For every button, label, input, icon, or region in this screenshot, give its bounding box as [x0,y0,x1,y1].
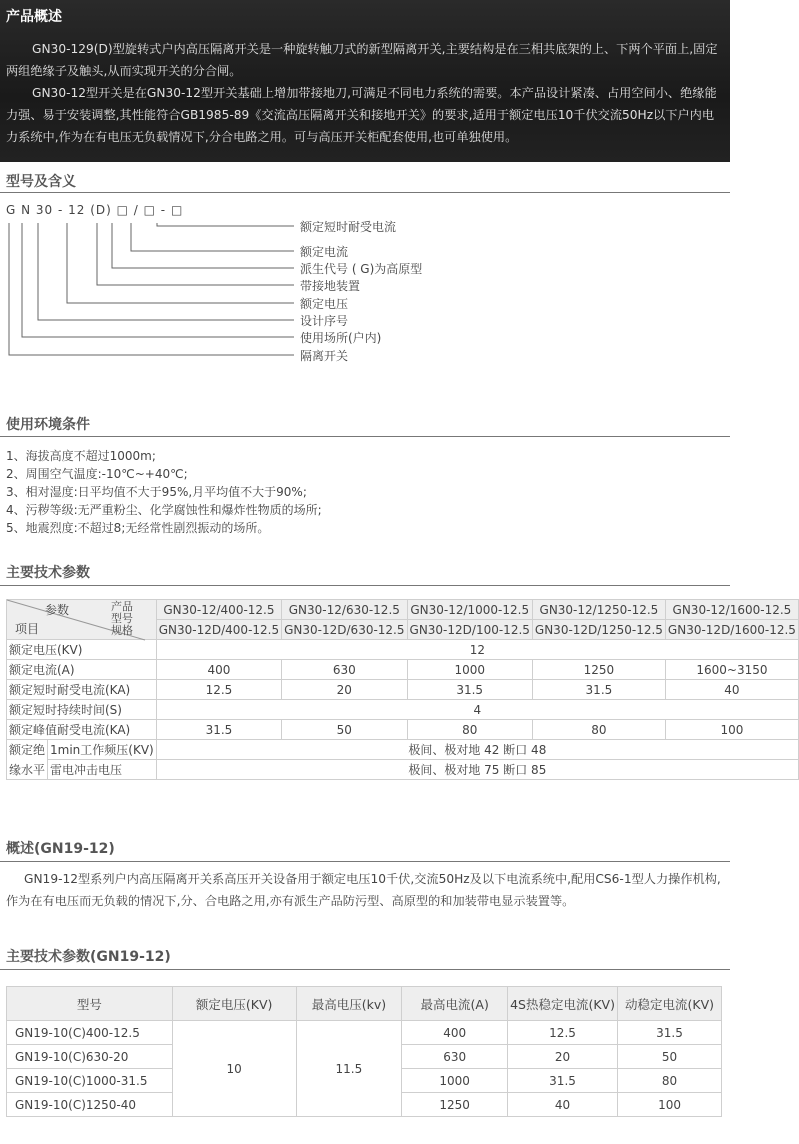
diagram-label: 额定短时耐受电流 [300,220,397,234]
column-header: 型号 [7,987,173,1021]
cell-value: 80 [618,1069,722,1093]
corner-right-label: 产品型号规格 [111,600,133,637]
cell-value: 50 [282,720,407,740]
model-header: GN30-12D/1250-12.5 [532,620,665,640]
divider [0,585,730,586]
intro-banner [0,0,730,162]
gn19-params-table [6,986,722,1117]
table-row [7,660,799,680]
diagram-label: 设计序号 [300,314,349,328]
column-header: 4S热稳定电流(KV) [508,987,618,1021]
model-header: GN30-12/1600-12.5 [665,600,798,620]
cell-value: 极间、极对地 75 断口 85 [156,760,798,780]
cell-value: 630 [282,660,407,680]
table-row [7,720,799,740]
env-item: 1、海拔高度不超过1000m; [6,449,156,463]
row-label: 1min工作频压(KV) [48,740,157,760]
model-header: GN30-12D/100-12.5 [407,620,532,640]
env-item: 2、周围空气温度:-10℃~+40℃; [6,467,188,481]
table-row [7,640,799,660]
cell-value: 1250 [402,1093,508,1117]
cell-value: 80 [407,720,532,740]
table-row [7,740,799,760]
cell-value: 31.5 [156,720,281,740]
row-label: 额定短时持续时间(S) [7,700,157,720]
model-section-title: 型号及含义 [6,174,76,190]
row-label: 额定峰值耐受电流(KA) [7,720,157,740]
cell-value: 1250 [532,660,665,680]
table-row [7,680,799,700]
rated-voltage-cell: 10 [172,1021,296,1117]
model-cell: GN19-10(C)400-12.5 [7,1021,173,1045]
gn19-params-title: 主要技术参数(GN19-12) [6,949,171,965]
model-header: GN30-12D/1600-12.5 [665,620,798,640]
cell-value: 50 [618,1045,722,1069]
diagram-label: 隔离开关 [300,349,349,363]
divider [0,436,730,437]
cell-value: 400 [156,660,281,680]
cell-value: 40 [665,680,798,700]
corner-header-cell [7,600,157,640]
diagram-label: 额定电压 [300,297,349,311]
table-row [7,1021,722,1045]
model-header: GN30-12/400-12.5 [156,600,281,620]
cell-value: 80 [532,720,665,740]
model-header: GN30-12/1250-12.5 [532,600,665,620]
cell-value: 31.5 [407,680,532,700]
table-row [7,760,799,780]
divider [0,192,730,193]
intro-paragraph-1: GN30-129(D)型旋转式户内高压隔离开关是一种旋转触刀式的新型隔离开关,主要结构是在三相共底架的上、下两个平面上,固定两组绝缘子及触头,从而实现开关的分合闸。 [6,42,718,78]
cell-value: 20 [282,680,407,700]
cell-value: 31.5 [532,680,665,700]
row-label: 缘水平 [7,760,48,780]
column-header: 动稳定电流(KV) [618,987,722,1021]
params-table [6,599,799,780]
intro-paragraph-2: GN30-12型开关是在GN30-12型开关基础上增加带接地刀,可满足不同电力系统的需要。本产品设计紧凑、占用空间小、绝缘能力强、易于安装调整,其性能符合GB1985-89《交流高压隔离开关和接地开关》的要求,适用于额定电压10千伏交流50Hz以下户内电力系统中,作为在有电压无负载情况下,分合电路之用。可与高压开关柜配套使用,也可单独使用。 [6,86,717,144]
cell-value: 12.5 [508,1021,618,1045]
column-header: 额定电压(KV) [172,987,296,1021]
row-label: 额定短时耐受电流(KA) [7,680,157,700]
cell-value: 400 [402,1021,508,1045]
gn19-section-title: 概述(GN19-12) [6,841,115,857]
row-label: 额定电流(A) [7,660,157,680]
cell-value: 1000 [407,660,532,680]
diagram-label: 带接地装置 [300,279,361,293]
model-cell: GN19-10(C)1250-40 [7,1093,173,1117]
corner-bottom-label: 项目 [15,622,40,636]
cell-value: 12 [156,640,798,660]
divider [0,969,730,970]
env-item: 5、地震烈度:不超过8;无经常性剧烈振动的场所。 [6,521,270,535]
row-label: 额定绝 [7,740,48,760]
column-header: 最高电流(A) [402,987,508,1021]
row-label: 额定电压(KV) [7,640,157,660]
env-item: 4、污秽等级:无严重粉尘、化学腐蚀性和爆炸性物质的场所; [6,503,322,517]
env-section-title: 使用环境条件 [6,417,90,433]
model-code: G N 30 - 12 (D) □ / □ - □ [6,203,184,217]
diagram-label: 派生代号 ( G)为高原型 [300,262,423,276]
row-label: 雷电冲击电压 [48,760,157,780]
model-header: GN30-12/1000-12.5 [407,600,532,620]
table-row [7,700,799,720]
cell-value: 40 [508,1093,618,1117]
cell-value: 100 [618,1093,722,1117]
max-voltage-cell: 11.5 [296,1021,402,1117]
env-list [6,447,322,537]
diagram-label: 额定电流 [300,245,349,259]
model-diagram [0,218,430,383]
cell-value: 1000 [402,1069,508,1093]
model-header: GN30-12D/400-12.5 [156,620,281,640]
cell-value: 极间、极对地 42 断口 48 [156,740,798,760]
model-cell: GN19-10(C)630-20 [7,1045,173,1069]
model-header: GN30-12D/630-12.5 [282,620,407,640]
env-item: 3、相对湿度:日平均值不大于95%,月平均值不大于90%; [6,485,307,499]
model-cell: GN19-10(C)1000-31.5 [7,1069,173,1093]
cell-value: 31.5 [508,1069,618,1093]
cell-value: 630 [402,1045,508,1069]
cell-value: 1600~3150 [665,660,798,680]
cell-value: 31.5 [618,1021,722,1045]
cell-value: 100 [665,720,798,740]
diagram-label: 使用场所(户内) [300,331,382,345]
corner-top-label: 参数 [45,603,70,617]
cell-value: 20 [508,1045,618,1069]
cell-value: 12.5 [156,680,281,700]
divider [0,861,730,862]
gn19-overview-text: GN19-12型系列户内高压隔离开关系高压开关设备用于额定电压10千伏,交流50Hz及以下电流系统中,配用CS6-1型人力操作机构,作为在有电压而无负载的情况下,分、合电路之用,亦有派生产品防污型、高原型的和加装带电显示装置等。 [6,872,721,908]
table-header-row [7,987,722,1021]
intro-title: 产品概述 [6,9,62,25]
model-header: GN30-12/630-12.5 [282,600,407,620]
params-section-title: 主要技术参数 [6,565,90,581]
cell-value: 4 [156,700,798,720]
column-header: 最高电压(kv) [296,987,402,1021]
